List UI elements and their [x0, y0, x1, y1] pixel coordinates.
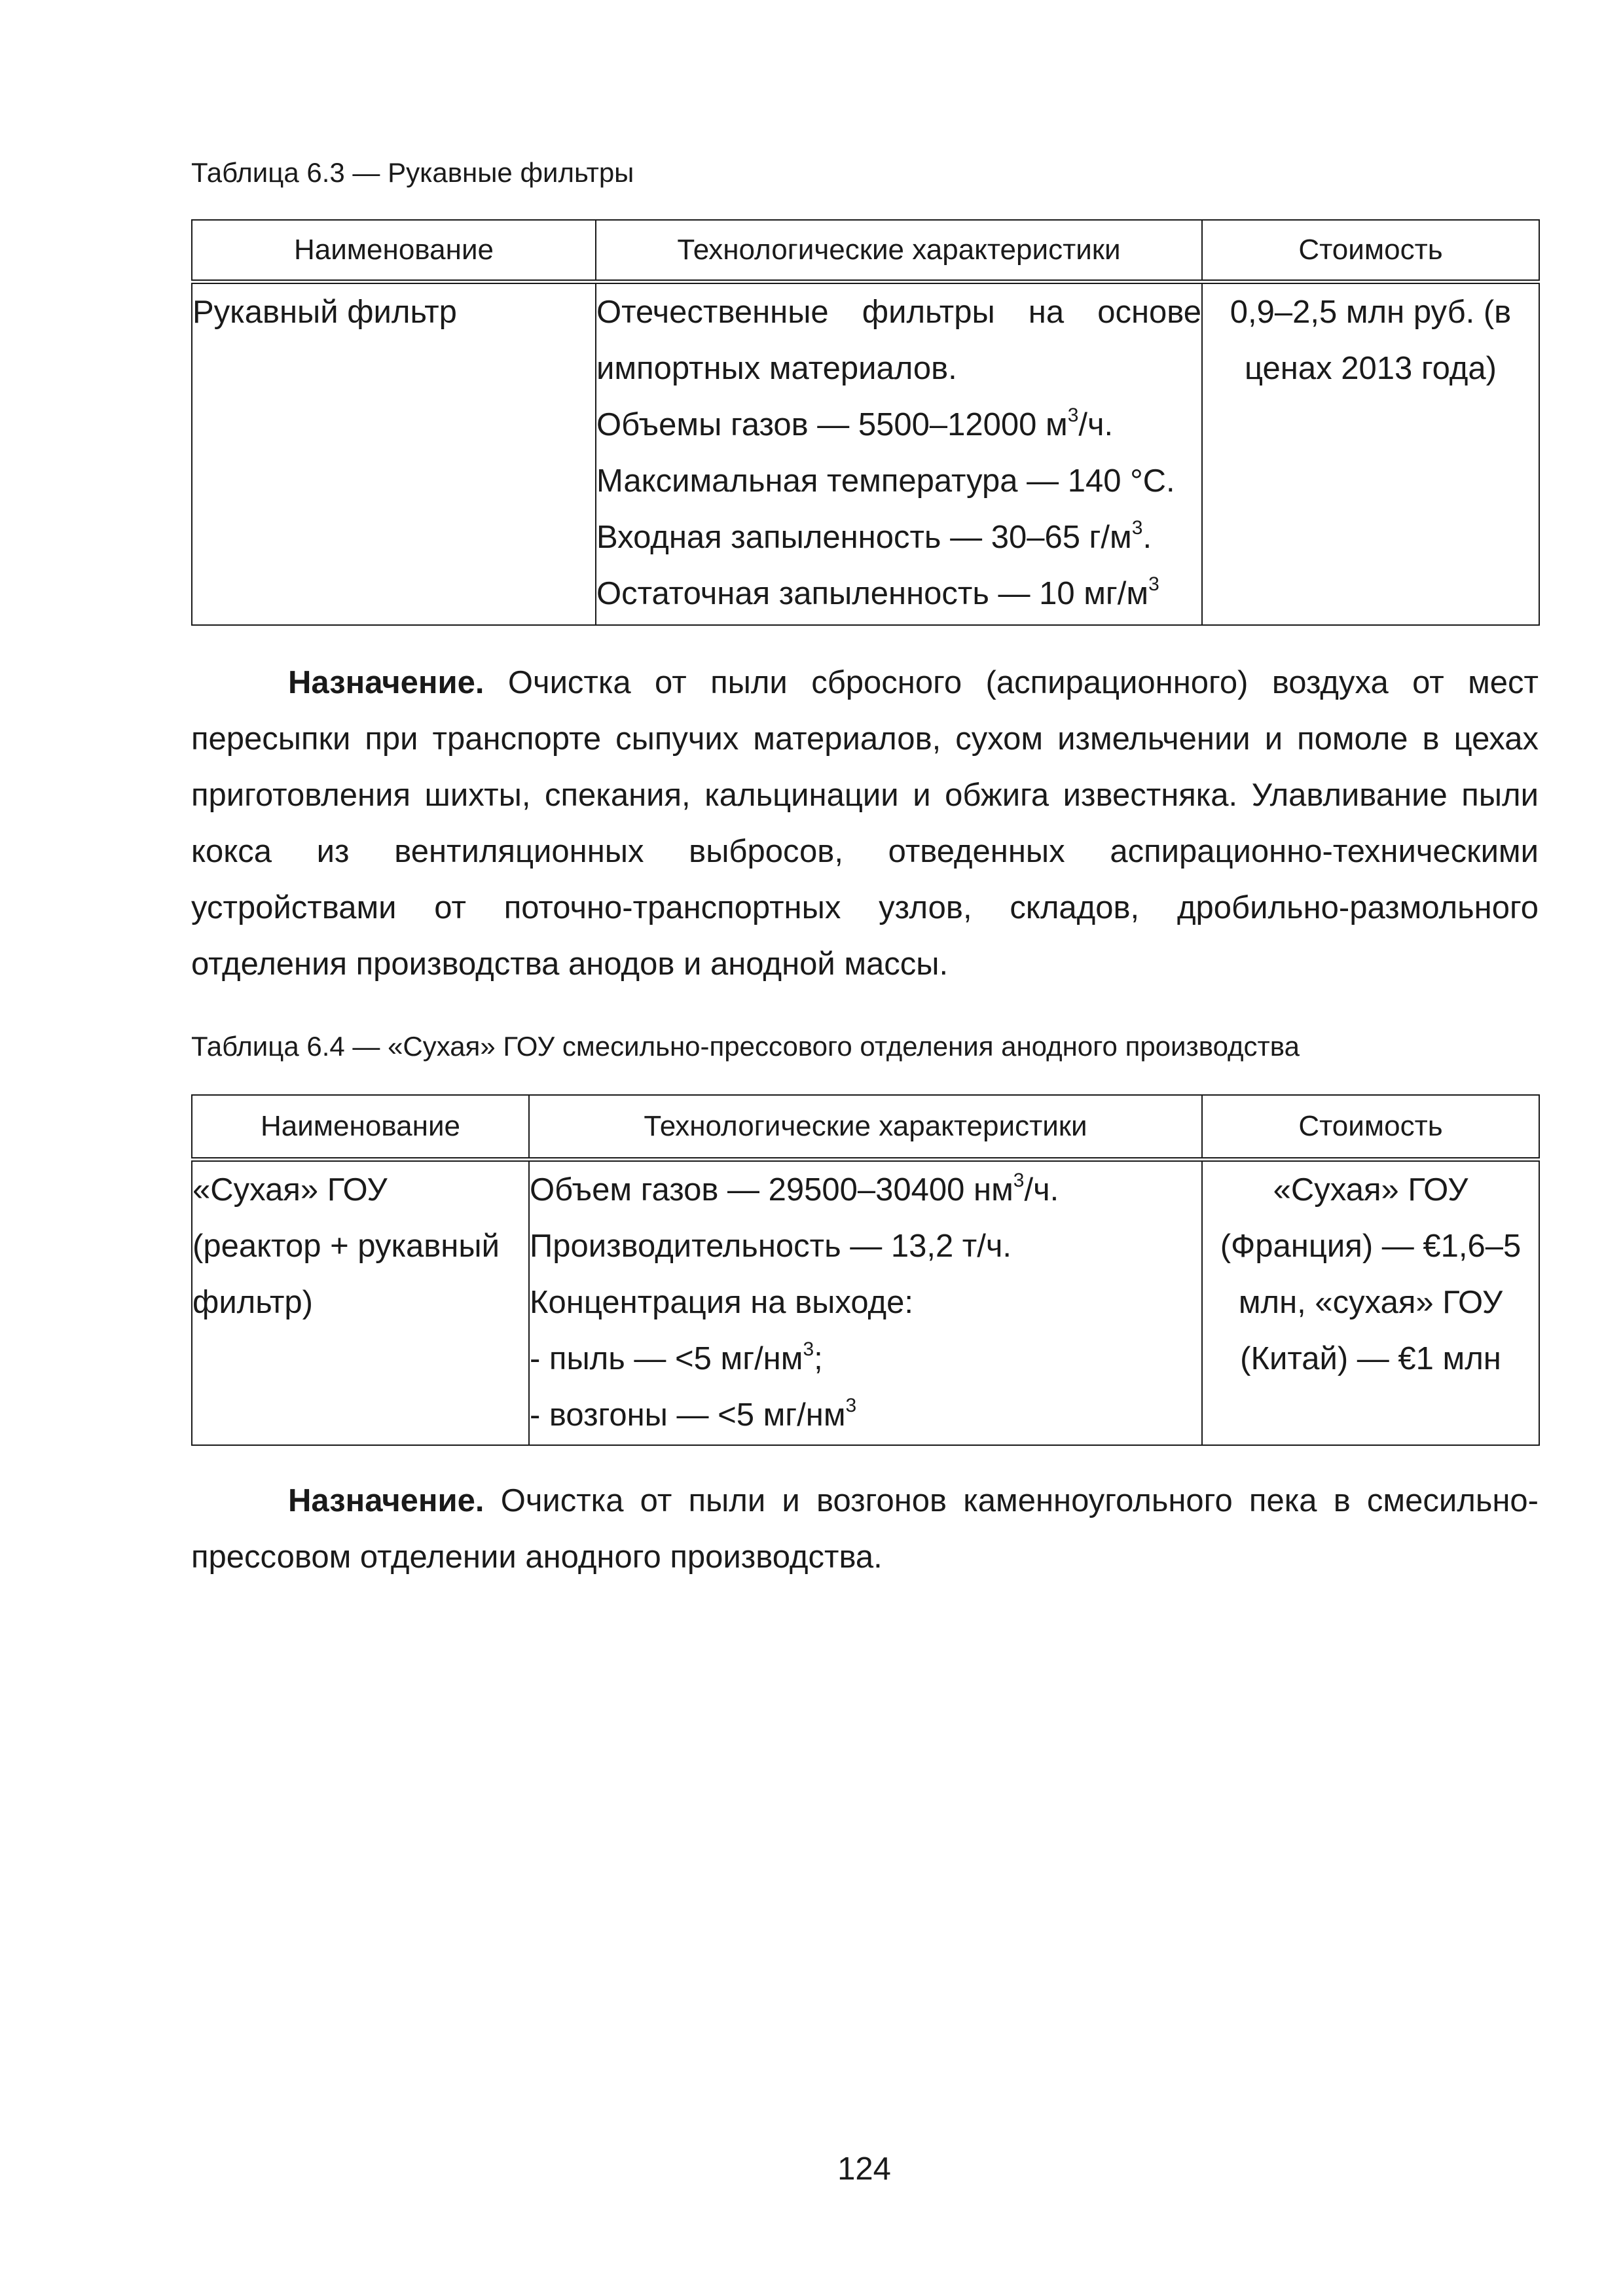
cell-cost: «Сухая» ГОУ (Франция) — €1,6–5 млн, «сухая» ГОУ (Китай) — €1 млн: [1202, 1160, 1539, 1446]
spec-line: импортных материалов.: [596, 351, 957, 386]
spec-line: Остаточная запыленность — 10 $мг/м^3$: [596, 573, 1159, 611]
header-characteristics: Технологические характеристики: [529, 1095, 1202, 1160]
purpose-text: Очистка от пыли и возгонов каменноугольного пека в смесильно-прессовом отделении анодного производства.: [191, 1483, 1539, 1575]
page-number: 124: [837, 2151, 891, 2187]
cell-name: Рукавный фильтр: [192, 282, 596, 626]
spec-line: Максимальная температура — 140 °С.: [596, 463, 1175, 499]
table-caption: Таблица 6.4 — «Сухая» ГОУ смесильно-прессового отделения анодного производства: [191, 1031, 1300, 1062]
spec-line: Объемы газов — 5500–12000 $м^3/ч$.: [596, 404, 1114, 442]
spec-line: Входная запыленность — 30–65 $г/м^3$.: [596, 516, 1152, 555]
table-row: [192, 1160, 1539, 1446]
header-cost: Стоимость: [1202, 220, 1539, 282]
header-cost: Стоимость: [1202, 1095, 1539, 1160]
purpose-paragraph: [191, 1473, 1539, 1585]
spec-line: Объем газов — 29500–30400 $нм^3/ч$.: [530, 1169, 1059, 1208]
table-bag-filters: [191, 219, 1540, 626]
header-name: Наименование: [192, 220, 596, 282]
header-name: Наименование: [192, 1095, 529, 1160]
purpose-label: Назначение.: [288, 665, 484, 700]
spec-line: Производительность — 13,2 т/ч.: [530, 1229, 1012, 1264]
table-header-row: [192, 1095, 1539, 1160]
spec-line: - пыль — <5 $мг/нм^3$;: [530, 1338, 823, 1376]
purpose-paragraph: [191, 655, 1539, 992]
table-row: [192, 282, 1539, 626]
purpose-text: Очистка от пыли сбросного (аспирационного) воздуха от мест пересыпки при транспорте сыпучих материалов, сухом измельчении и помоле в цехах приготовления шихты, спекания, кальцинации и обжига известняка. Улавливание пыли кокса из вентиляционных выбросов, отведенных аспирационно-техническими устройствами от поточно-транспортных узлов, складов, дробильно-размольного отделения производства анодов и анодной массы.: [191, 665, 1539, 982]
cell-characteristics: [596, 282, 1202, 626]
table-dry-gas-cleaning: [191, 1094, 1540, 1446]
header-characteristics: Технологические характеристики: [596, 220, 1202, 282]
spec-line: - возгоны — <5 $мг/нм^3$: [530, 1394, 857, 1433]
cell-cost: 0,9–2,5 млн руб. (в ценах 2013 года): [1202, 282, 1539, 626]
spec-line: Концентрация на выходе:: [530, 1285, 913, 1320]
cell-characteristics: [529, 1160, 1202, 1446]
purpose-label: Назначение.: [288, 1483, 484, 1518]
spec-line: Отечественные фильтры на основе: [596, 295, 1201, 330]
table-header-row: [192, 220, 1539, 282]
cell-name: «Сухая» ГОУ (реактор + рукавный фильтр): [192, 1160, 529, 1446]
table-caption: Таблица 6.3 — Рукавные фильтры: [191, 157, 634, 188]
